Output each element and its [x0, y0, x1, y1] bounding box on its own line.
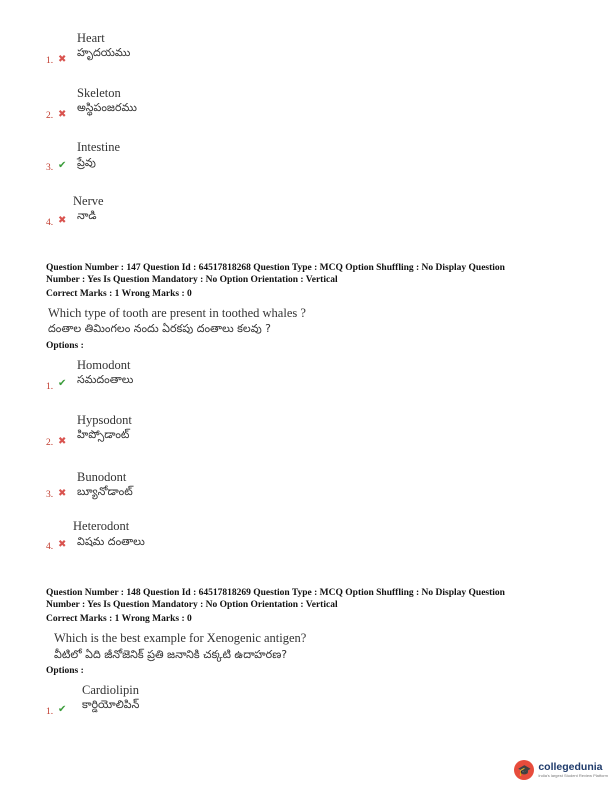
option-number: 3.: [46, 163, 54, 173]
wrong-icon: ✖: [58, 436, 67, 447]
option-text-en: Nerve: [73, 194, 104, 208]
wrong-icon: ✖: [58, 488, 67, 499]
check-icon: ✔: [58, 704, 67, 715]
option-text-te: అస్థిపంజరము: [77, 101, 137, 114]
option-text-te: సమదంతాలు: [77, 373, 134, 386]
question-meta-line2: Number : Yes Is Question Mandatory : No Option Orientation : Vertical: [46, 275, 338, 285]
question-meta-line1: Question Number : 148 Question Id : 64517818269 Question Type : MCQ Option Shuffling : No Display Question: [46, 588, 505, 598]
option-text-te: విషమ దంతాలు: [77, 535, 145, 548]
option-text-te: ప్రేవు: [77, 156, 96, 169]
option-text-te: కార్డియోలిపిన్: [82, 698, 140, 711]
option-number: 2.: [46, 438, 54, 448]
option-text-en: Cardiolipin: [82, 683, 139, 697]
option-number: 1.: [46, 707, 54, 717]
question-meta-line1: Question Number : 147 Question Id : 64517818268 Question Type : MCQ Option Shuffling : No Display Question: [46, 263, 505, 273]
option-text-te: బ్యూనోడాంట్: [77, 485, 133, 498]
option-number: 4.: [46, 218, 54, 228]
option-number: 1.: [46, 56, 54, 66]
student-cap-icon: 🎓: [514, 760, 534, 780]
question-marks: Correct Marks : 1 Wrong Marks : 0: [46, 614, 192, 624]
option-text-te: హృదయము: [77, 46, 131, 59]
option-text-en: Intestine: [77, 140, 121, 154]
option-number: 2.: [46, 111, 54, 121]
question-meta-line2: Number : Yes Is Question Mandatory : No Option Orientation : Vertical: [46, 600, 338, 610]
question-marks: Correct Marks : 1 Wrong Marks : 0: [46, 289, 192, 299]
options-label: Options :: [46, 341, 84, 351]
wrong-icon: ✖: [58, 109, 67, 120]
option-number: 3.: [46, 490, 54, 500]
logo-name: collegedunia: [538, 761, 603, 773]
option-number: 4.: [46, 542, 54, 552]
check-icon: ✔: [58, 160, 67, 171]
option-text-en: Heterodont: [73, 519, 130, 533]
logo-tagline: India's largest Student Review Platform: [538, 773, 608, 778]
option-text-te: నాడి: [77, 209, 97, 222]
question-text-en: Which type of tooth are present in toothed whales ?: [48, 306, 306, 320]
option-text-en: Heart: [77, 31, 105, 45]
check-icon: ✔: [58, 378, 67, 389]
option-text-en: Skeleton: [77, 86, 121, 100]
question-text-te: వీటిలో ఏది జీనోజెనిక్ ప్రతి జనానికి చక్కటి ఉదాహరణ?: [54, 648, 288, 661]
options-label: Options :: [46, 666, 84, 676]
wrong-icon: ✖: [58, 54, 67, 65]
collegedunia-logo: [514, 760, 608, 780]
option-text-en: Homodont: [77, 358, 131, 372]
question-text-te: దంతాల తిమింగలం నందు ఏరకపు దంతాలు కలవు ?: [48, 322, 272, 335]
question-text-en: Which is the best example for Xenogenic antigen?: [54, 631, 307, 645]
option-text-en: Hypsodont: [77, 413, 132, 427]
option-number: 1.: [46, 382, 54, 392]
option-text-en: Bunodont: [77, 470, 127, 484]
option-text-te: హిప్సోడాంట్: [77, 428, 130, 441]
wrong-icon: ✖: [58, 215, 67, 226]
wrong-icon: ✖: [58, 539, 67, 550]
